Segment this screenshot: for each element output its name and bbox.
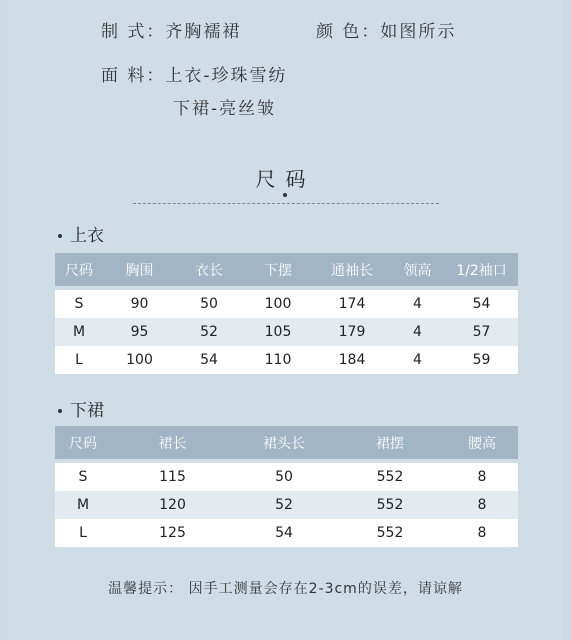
table-row [55,290,518,318]
style-label: 制 式： [101,22,166,42]
skirt-section-label: 下裙 [70,401,104,421]
top-section-label: 上衣 [70,226,104,246]
table-row [55,346,518,374]
table-cell: 552 [334,491,446,519]
column-header: 尺码 [55,253,103,286]
column-header: 通袖长 [314,253,390,286]
color-label: 颜 色： [316,22,381,42]
column-header: 裙头长 [234,426,334,459]
column-header: 衣长 [176,253,242,286]
column-header: 尺码 [55,426,111,459]
table-cell: 174 [314,290,390,318]
table-cell: 52 [176,318,242,346]
style-value: 齐胸襦裙 [165,22,242,42]
table-cell: 54 [234,519,334,547]
table-cell: 100 [103,346,176,374]
top-section-heading [58,221,104,246]
title-dot [283,193,287,197]
table-cell: 57 [445,318,518,346]
color-value: 如图所示 [380,22,457,42]
table-cell: 50 [176,290,242,318]
table-cell: 54 [445,290,518,318]
table-header-row [55,426,518,459]
table-cell: 179 [314,318,390,346]
fabric-top-value: 上衣-珍珠雪纺 [165,66,288,86]
table-cell: 4 [390,290,445,318]
table-cell: 552 [334,519,446,547]
table-cell: 90 [103,290,176,318]
top-size-table [55,253,518,374]
table-cell: M [55,491,111,519]
table-cell: 4 [390,346,445,374]
size-title: 尺码 [255,167,316,191]
column-header: 领高 [390,253,445,286]
table-cell: S [55,290,103,318]
table-cell: 125 [111,519,234,547]
column-header: 裙摆 [334,426,446,459]
table-cell: 110 [242,346,314,374]
table-row [55,491,518,519]
table-cell: 95 [103,318,176,346]
table-cell: 115 [111,463,234,491]
fabric-label: 面 料： [101,66,166,86]
column-header: 腰高 [446,426,518,459]
table-row [55,318,518,346]
table-cell: 54 [176,346,242,374]
table-cell: M [55,318,103,346]
table-cell: 4 [390,318,445,346]
table-cell: 184 [314,346,390,374]
table-row [55,519,518,547]
bullet-dot [58,409,62,413]
column-header: 胸围 [103,253,176,286]
table-cell: L [55,519,111,547]
column-header: 下摆 [242,253,314,286]
fabric-skirt-value: 下裙-亮丝皱 [173,99,277,119]
color-info [316,17,456,42]
table-cell: 105 [242,318,314,346]
column-header: 裙长 [111,426,234,459]
column-header: 1/2袖口 [445,253,518,286]
skirt-size-table [55,426,518,547]
table-cell: 100 [242,290,314,318]
table-cell: 50 [234,463,334,491]
table-cell: L [55,346,103,374]
table-cell: 59 [445,346,518,374]
bullet-dot [58,234,62,238]
table-cell: 52 [234,491,334,519]
table-cell: 8 [446,463,518,491]
table-cell: 8 [446,519,518,547]
table-cell: 8 [446,491,518,519]
skirt-section-heading [58,396,104,421]
title-divider [133,203,439,204]
style-info [101,17,241,42]
table-cell: S [55,463,111,491]
table-header-row [55,253,518,286]
table-cell: 120 [111,491,234,519]
measurement-tip: 温馨提示： 因手工测量会存在2-3cm的误差，请谅解 [108,581,463,597]
table-cell: 552 [334,463,446,491]
table-row [55,463,518,491]
fabric-info [101,61,288,86]
